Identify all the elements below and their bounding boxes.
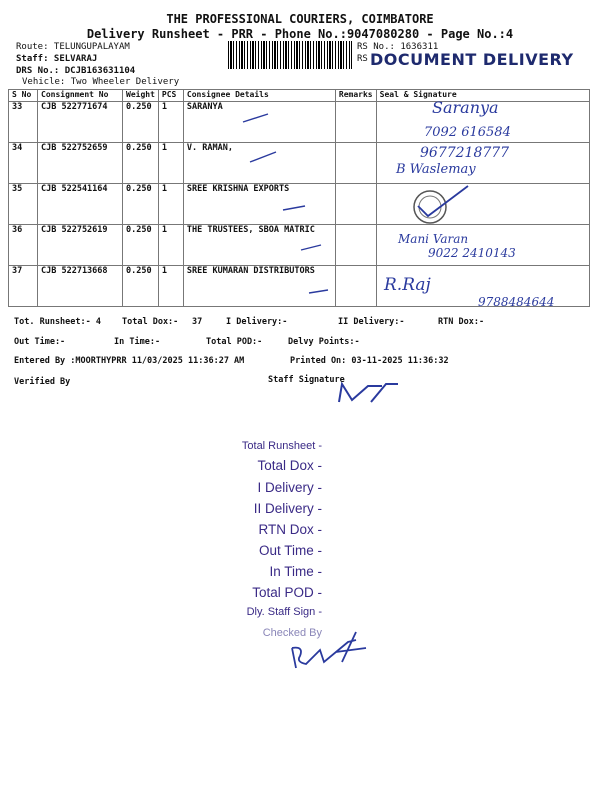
- handwriting-row33-name: Saranya: [432, 98, 499, 117]
- rs-number: RS No.: 1636311: [357, 42, 439, 52]
- i-delivery: I Delivery:-: [226, 317, 288, 327]
- cell-pcs: 1: [158, 143, 183, 184]
- entered-by: Entered By :MOORTHYPRR 11/03/2025 11:36:27 AM: [14, 356, 245, 366]
- cell-consignee: SREE KUMARAN DISTRIBUTORS: [183, 266, 335, 307]
- cell-consignment: CJB 522752619: [38, 225, 123, 266]
- tick-mark: [283, 206, 305, 210]
- cell-pcs: 1: [158, 102, 183, 143]
- handwriting-row34-phone: 9677218777: [420, 145, 510, 161]
- handwriting-row36-phone: 9022 2410143: [428, 246, 516, 260]
- cell-sno: 36: [9, 225, 38, 266]
- cell-weight: 0.250: [123, 184, 159, 225]
- col-sno: S No: [9, 90, 38, 102]
- handwriting-row37-name: R.Raj: [384, 275, 431, 295]
- header-subtitle: Delivery Runsheet - PRR - Phone No.:9047080280 - Page No.:4: [86, 27, 514, 41]
- staff-signature-label: Staff Signature: [268, 375, 345, 385]
- cell-weight: 0.250: [123, 143, 159, 184]
- tick-mark: [309, 290, 328, 293]
- cell-consignee: V. RAMAN,: [183, 143, 335, 184]
- header-title: THE PROFESSIONAL COURIERS, COIMBATORE: [166, 12, 434, 26]
- cell-weight: 0.250: [123, 266, 159, 307]
- cell-sno: 33: [9, 102, 38, 143]
- total-dox-label: Total Dox:-: [122, 317, 179, 327]
- handwriting-row37-phone: 9788484644: [478, 295, 555, 309]
- total-dox-value: 37: [192, 317, 203, 327]
- cell-weight: 0.250: [123, 102, 159, 143]
- stamp-out-time: Out Time -: [258, 543, 322, 558]
- handwriting-row33-phone: 7092 616584: [424, 125, 511, 140]
- col-remarks: Remarks: [335, 90, 376, 102]
- signature-check: [418, 186, 468, 216]
- col-weight: Weight: [123, 90, 159, 102]
- vehicle: Vehicle: Two Wheeler Delivery: [22, 77, 180, 87]
- col-seal-signature: Seal & Signature: [376, 90, 589, 102]
- stamp-total-dox: Total Dox -: [257, 458, 322, 473]
- printed-on: Printed On: 03-11-2025 11:36:32: [290, 356, 449, 366]
- col-consignment: Consignment No: [38, 90, 123, 102]
- cell-consignment: CJB 522713668: [38, 266, 123, 307]
- stamp-dly-staff-sign: Dly. Staff Sign -: [246, 606, 322, 618]
- staff: Staff: SELVARAJ: [16, 54, 98, 64]
- stamp-checked-by: Checked By: [262, 627, 322, 639]
- rtn-dox: RTN Dox:-: [438, 317, 485, 327]
- stamp-in-time: In Time -: [269, 564, 322, 579]
- cell-consignment: CJB 522752659: [38, 143, 123, 184]
- rs-label: RS: [357, 54, 368, 64]
- document-delivery-stamp: DOCUMENT DELIVERY: [370, 50, 574, 69]
- drs-number: DRS No.: DCJB163631104: [16, 66, 136, 76]
- cell-sno: 35: [9, 184, 38, 225]
- cell-consignment: CJB 522541164: [38, 184, 123, 225]
- handwriting-row36-name: Mani Varan: [398, 232, 469, 246]
- cell-weight: 0.250: [123, 225, 159, 266]
- col-consignee: Consignee Details: [183, 90, 335, 102]
- cell-pcs: 1: [158, 184, 183, 225]
- tick-mark: [250, 152, 276, 162]
- tick-mark: [301, 245, 321, 250]
- col-pcs: PCS: [158, 90, 183, 102]
- tot-runsheet: Tot. Runsheet:- 4: [14, 317, 101, 327]
- delvy-points: Delvy Points:-: [288, 337, 360, 347]
- in-time: In Time:-: [114, 337, 161, 347]
- verified-by: Verified By: [14, 377, 71, 387]
- stamp-total-runsheet: Total Runsheet -: [241, 440, 322, 452]
- ii-delivery: II Delivery:-: [338, 317, 405, 327]
- total-pod: Total POD:-: [206, 337, 263, 347]
- stamp-i-delivery: I Delivery -: [257, 480, 322, 495]
- out-time: Out Time:-: [14, 337, 66, 347]
- tick-mark: [243, 114, 268, 122]
- cell-pcs: 1: [158, 225, 183, 266]
- cell-consignment: CJB 522771674: [38, 102, 123, 143]
- stamp-rtn-dox: RTN Dox -: [258, 522, 322, 537]
- stamp-total-pod: Total POD -: [252, 585, 322, 600]
- cell-consignee: THE TRUSTEES, SBOA MATRIC: [183, 225, 335, 266]
- stamp-ii-delivery: II Delivery -: [253, 501, 322, 516]
- staff-signature-scribble: [339, 384, 398, 402]
- cell-consignee: SARANYA: [183, 102, 335, 143]
- cell-sno: 34: [9, 143, 38, 184]
- cell-consignee: SREE KRISHNA EXPORTS: [183, 184, 335, 225]
- cell-pcs: 1: [158, 266, 183, 307]
- cell-sno: 37: [9, 266, 38, 307]
- handwriting-row34-name: B Waslemay: [396, 162, 476, 177]
- route: Route: TELUNGUPALAYAM: [16, 42, 130, 52]
